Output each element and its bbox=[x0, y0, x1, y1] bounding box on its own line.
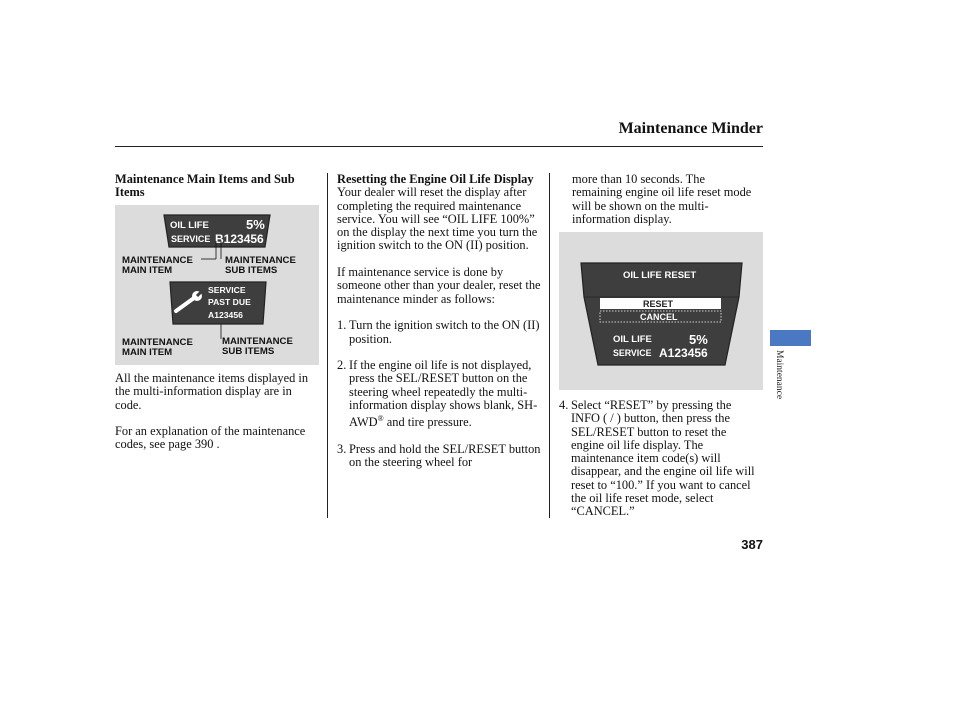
section-tab-label: Maintenance bbox=[774, 350, 784, 400]
left-column-heading-block bbox=[115, 173, 320, 200]
display-2-sub-items-line1: MAINTENANCE bbox=[222, 336, 293, 347]
display-2-line3: A123456 bbox=[208, 310, 243, 320]
display-2-main-item-label bbox=[122, 338, 193, 358]
header-rule bbox=[115, 146, 763, 147]
display-2-main-item-line1: MAINTENANCE bbox=[122, 337, 193, 348]
left-para-2: For an explanation of the maintenance codes, see page 390 . bbox=[115, 424, 306, 452]
display-2-lcd bbox=[166, 280, 270, 326]
display-3-line1-label: OIL LIFE bbox=[613, 334, 652, 345]
display-1-main-item-line1: MAINTENANCE bbox=[122, 255, 193, 266]
display-3-line1-value: 5% bbox=[689, 332, 708, 347]
left-para-1: All the maintenance items displayed in the multi-information display are in code. bbox=[115, 371, 309, 412]
left-column-heading: Maintenance Main Items and Sub Items bbox=[115, 172, 295, 200]
step-2-text bbox=[349, 359, 543, 430]
step-3-number: 3. bbox=[337, 442, 347, 457]
left-column-body bbox=[115, 372, 320, 465]
display-3-line2-label: SERVICE bbox=[613, 348, 652, 358]
step-4-number: 4. bbox=[559, 398, 569, 412]
step-2-text-before: If the engine oil life is not displayed, press the SEL/RESET button on the steering wheel repeatedly the multi-information display shows blank, SH-AWD bbox=[349, 358, 538, 430]
display-1-main-item-line2: MAIN ITEM bbox=[122, 265, 173, 276]
step-1 bbox=[337, 319, 543, 346]
display-1-line2-code: B123456 bbox=[215, 232, 264, 246]
display-1-line2-label: SERVICE bbox=[171, 234, 211, 244]
display-2-line1: SERVICE bbox=[208, 285, 246, 295]
right-column-top bbox=[572, 173, 758, 239]
display-2-sub-items-line2: SUB ITEMS bbox=[222, 346, 275, 357]
display-2-main-item-line2: MAIN ITEM bbox=[122, 347, 173, 358]
oil-life-reset-illustration bbox=[559, 232, 763, 390]
page-title: Maintenance Minder bbox=[618, 120, 763, 137]
right-column-bottom bbox=[559, 399, 755, 532]
display-1-line1-value: 5% bbox=[246, 217, 265, 232]
step-1-number: 1. bbox=[337, 318, 347, 333]
registered-mark: ® bbox=[377, 414, 384, 424]
page-number: 387 bbox=[741, 537, 763, 552]
section-tab bbox=[770, 330, 811, 346]
column-divider-1 bbox=[327, 173, 328, 518]
middle-column bbox=[337, 173, 543, 483]
step-4 bbox=[559, 399, 755, 519]
display-1-sub-items-line2: SUB ITEMS bbox=[225, 265, 278, 276]
step-1-text: Turn the ignition switch to the ON (II) position. bbox=[349, 318, 540, 346]
right-para-continued: more than 10 seconds. The remaining engine oil life reset mode will be shown on the multi-information display. bbox=[572, 172, 752, 226]
maintenance-items-illustration bbox=[115, 205, 319, 365]
middle-para-2: If maintenance service is done by someone other than your dealer, reset the maintenance minder as follows: bbox=[337, 265, 541, 306]
middle-para-1: Your dealer will reset the display after completing the required maintenance service. You will see “OIL LIFE 100%” on the display the next time you turn the ignition switch to the ON (II) position. bbox=[337, 185, 538, 253]
display-3-lcd bbox=[579, 261, 744, 367]
display-3-option-reset: RESET bbox=[643, 299, 674, 309]
step-2 bbox=[337, 359, 543, 430]
column-divider-2 bbox=[549, 173, 550, 518]
display-1-line1-label: OIL LIFE bbox=[170, 220, 209, 231]
step-2-number: 2. bbox=[337, 358, 347, 373]
display-2-sub-items-label bbox=[222, 337, 293, 357]
step-3 bbox=[337, 443, 543, 470]
display-3-option-cancel: CANCEL bbox=[640, 312, 678, 322]
display-1-sub-items-line1: MAINTENANCE bbox=[225, 255, 296, 266]
display-1-sub-items-label bbox=[225, 256, 296, 276]
step-4-text: Select “RESET” by pressing the INFO ( / ) button, then press the SEL/RESET button to reset the engine oil life display. The maintenance item code(s) will disappear, and the engine oil life will reset to “100.” If you want to cancel the oil life reset mode, select “CANCEL.” bbox=[571, 398, 755, 519]
display-3-line2-code: A123456 bbox=[659, 346, 708, 360]
display-1-main-item-label bbox=[122, 256, 193, 276]
step-3-text: Press and hold the SEL/RESET button on the steering wheel for bbox=[349, 442, 541, 470]
step-2-text-after: and tire pressure. bbox=[383, 415, 472, 430]
middle-column-heading: Resetting the Engine Oil Life Display bbox=[337, 172, 534, 186]
display-3-title: OIL LIFE RESET bbox=[623, 270, 697, 281]
display-2-line2: PAST DUE bbox=[208, 297, 251, 307]
